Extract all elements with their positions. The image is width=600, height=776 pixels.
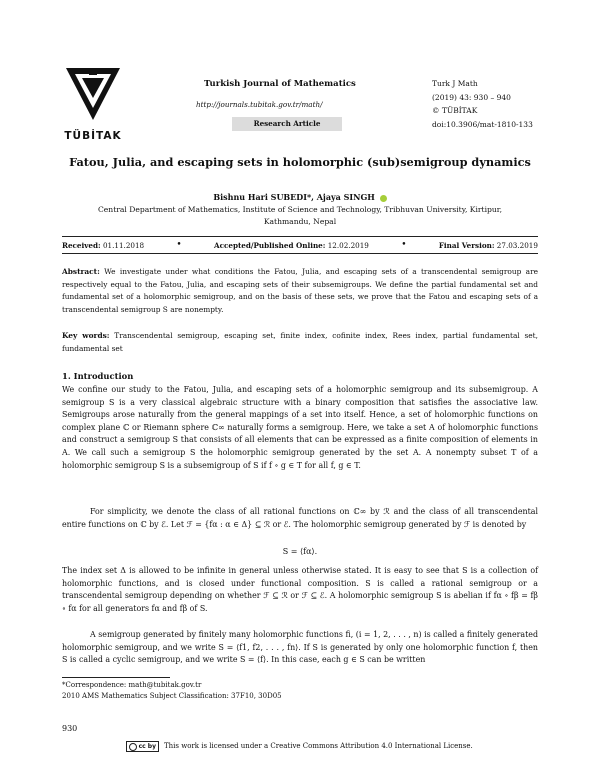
journal-title: Turkish Journal of Mathematics: [204, 79, 356, 89]
doi[interactable]: doi:10.3906/mat-1810-133: [432, 119, 533, 129]
logo-text: TÜBİTAK: [64, 130, 122, 142]
footnote-correspondence: *Correspondence: math@tubitak.gov.tr: [62, 681, 202, 689]
paper-title: Fatou, Julia, and escaping sets in holomorphic (sub)semigroup dynamics: [69, 155, 531, 169]
tubitak-emblem-icon: [62, 66, 124, 126]
journal-abbrev: Turk J Math: [432, 79, 478, 88]
intro-paragraph-2: For simplicity, we denote the class of all rational functions on ℂ∞ by ℛ and the class of all transcendental entire functions on ℂ by ℰ. Let ℱ = {fα : α ∈ Δ} ⊆ ℛ or ℰ. The holomorphic semigroup generated by ℱ is denoted by: [62, 507, 538, 529]
abstract-label: Abstract:: [62, 267, 100, 276]
abstract: [62, 266, 538, 316]
tubitak-logo: [62, 66, 124, 142]
page-number: 930: [62, 724, 78, 733]
cc-badge-text: cc by: [138, 743, 156, 750]
intro-paragraph-4: A semigroup generated by finitely many holomorphic functions fi, (i = 1, 2, . . . , n) is called a finitely generated holomorphic semigroup, and we write S = ⟨f1, f2, . . . , fn⟩. If S is generated by only one holomorphic function f, then S is called a cyclic semigroup, and we write S = ⟨f⟩. In this case, each g ∈ S can be written: [62, 630, 538, 665]
authors: [0, 192, 600, 202]
footnote-msc: 2010 AMS Mathematics Subject Classification: 37F10, 30D05: [62, 692, 282, 700]
bullet-separator: •: [176, 240, 182, 250]
divider-bottom: [62, 253, 538, 254]
intro-paragraph-1: We confine our study to the Fatou, Julia, and escaping sets of a holomorphic semigroup and its subsemigroup. A semigroup S is a very classical algebraic structure with a binary composition that satisfies the associative law. Semigroups arose naturally from the general mappings of a set into itself. Hence, a set of holomorphic functions on complex plane ℂ or Riemann sphere ℂ∞ naturally forms a semigroup. Here, we take a set A of holomorphic functions and construct a semigroup S that consists of all elements that can be expressed as a finite composition of elements in A. We call such a semigroup S the holomorphic semigroup generated by the set A. A nonempty subset T of a holomorphic semigroup S is a subsemigroup of S if f ∘ g ∈ T for all f, g ∈ T.: [62, 385, 538, 470]
bullet-separator: •: [401, 240, 407, 250]
journal-url[interactable]: http://journals.tubitak.gov.tr/math/: [196, 100, 323, 109]
author-names: Bishnu Hari SUBEDI*, Ajaya SINGH: [213, 192, 375, 202]
copyright: © TÜBİTAK: [432, 106, 478, 115]
dates-row: [62, 240, 538, 250]
footnote-rule: [62, 677, 170, 678]
keywords: [62, 330, 538, 355]
final-date: Final Version: 27.03.2019: [438, 240, 538, 250]
license-text: This work is licensed under a Creative Commons Attribution 4.0 International License.: [164, 742, 473, 750]
section-heading: 1. Introduction: [62, 371, 134, 381]
accepted-date: Accepted/Published Online: 12.02.2019: [214, 240, 369, 250]
abstract-text: We investigate under what conditions the Fatou, Julia, and escaping sets of a transcendental semigroup are respectively equal to the Fatou, Julia, and escaping sets of their subsemigroups. We define the partial fundamental set and fundamental set of a holomorphic semigroup, and on the basis of these sets, we prove that the Fatou and escaping sets of a transcendental semigroup S are nonempty.: [62, 267, 538, 314]
keywords-label: Key words:: [62, 331, 110, 340]
cc-license-icon: [129, 743, 137, 751]
keywords-text: Transcendental semigroup, escaping set, finite index, cofinite index, Rees index, partial fundamental set, fundamental set: [62, 331, 538, 353]
article-type-badge: Research Article: [232, 117, 342, 131]
intro-paragraph-3: The index set Δ is allowed to be infinite in general unless otherwise stated. It is easy to see that S is a collection of holomorphic functions, and is closed under functional composition. S is called a rational semigroup or a transcendental semigroup depending on whether ℱ ⊆ ℛ or ℱ ⊆ ℰ. A holomorphic semigroup S is abelian if fα ∘ fβ = fβ ∘ fα for all generators fα and fβ of S.: [62, 566, 538, 613]
volume-pages: (2019) 43: 930 – 940: [432, 92, 511, 102]
orcid-icon[interactable]: [380, 195, 387, 202]
equation: S = ⟨fα⟩.: [282, 547, 318, 556]
affiliation: Central Department of Mathematics, Institute of Science and Technology, Tribhuvan University, Kirtipur, Kathmandu, Nepal: [98, 205, 502, 226]
received-date: Received: 01.11.2018: [62, 240, 145, 250]
divider-top: [62, 236, 538, 237]
journal-info: [432, 77, 533, 131]
cc-by-badge[interactable]: [126, 741, 159, 752]
